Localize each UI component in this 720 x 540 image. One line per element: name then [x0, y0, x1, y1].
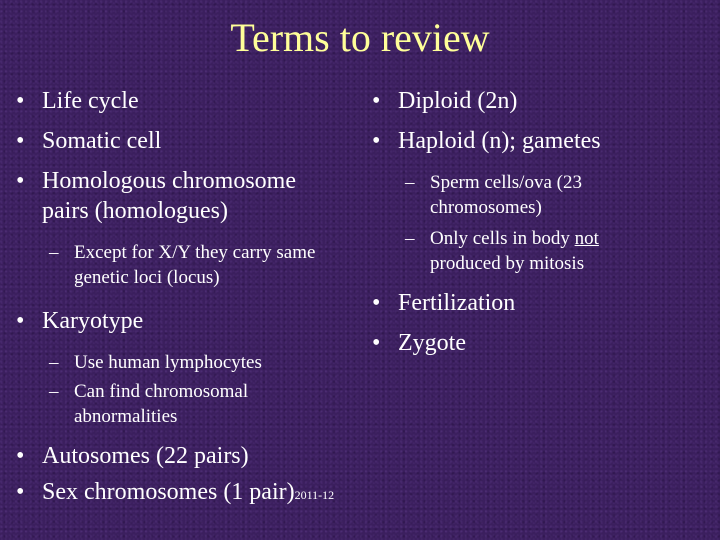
sub-bullet-text: Except for X/Y they carry same genetic loci (locus)	[74, 242, 316, 288]
bullet-text: Homologous chromosome pairs (homologues)	[42, 168, 296, 224]
slide-title: Terms to review	[230, 15, 490, 60]
bullet-text: Haploid (n); gametes	[398, 128, 601, 154]
sub-bullet-text: Only cells in body	[430, 228, 575, 249]
underlined-word: not	[574, 228, 599, 249]
bullet-diploid	[370, 86, 710, 116]
bullet-sex-chromosomes	[14, 477, 442, 510]
sub-bullet-text: produced by mitosis	[430, 253, 585, 274]
sub-bullet-not-mitosis	[370, 226, 660, 276]
bullet-karyotype	[14, 306, 360, 336]
sub-bullet-text: Sperm cells/ova (23 chromosomes)	[430, 172, 582, 218]
bullet-text: Diploid (2n)	[398, 88, 518, 114]
bullet-text: Life cycle	[42, 88, 139, 114]
right-column	[370, 86, 710, 358]
bullet-fertilization	[370, 288, 710, 318]
bullet-text: Sex chromosomes (1 pair)	[42, 479, 295, 505]
bullet-text: Karyotype	[42, 308, 144, 334]
sub-bullet-lymphocytes	[14, 350, 360, 375]
year-label: 2011-12	[294, 488, 335, 502]
bullet-zygote	[370, 328, 710, 358]
bullet-text: Fertilization	[398, 290, 516, 316]
bullet-text: Autosomes (22 pairs)	[42, 443, 249, 469]
sub-bullet-abnormalities	[14, 379, 314, 429]
bullet-life-cycle	[14, 86, 360, 116]
left-column	[14, 86, 360, 510]
bullet-homologous-pairs	[14, 166, 342, 226]
sub-bullet-sperm-ova	[370, 170, 660, 220]
bullet-haploid	[370, 126, 710, 156]
sub-bullet-text: Use human lymphocytes	[74, 352, 262, 373]
sub-bullet-text: Can find chromosomal abnormalities	[74, 381, 249, 427]
bullet-text: Zygote	[398, 330, 466, 356]
bullet-text: Somatic cell	[42, 128, 162, 154]
bullet-somatic-cell	[14, 126, 360, 156]
sub-bullet-loci	[14, 240, 344, 290]
bullet-autosomes	[14, 441, 360, 471]
